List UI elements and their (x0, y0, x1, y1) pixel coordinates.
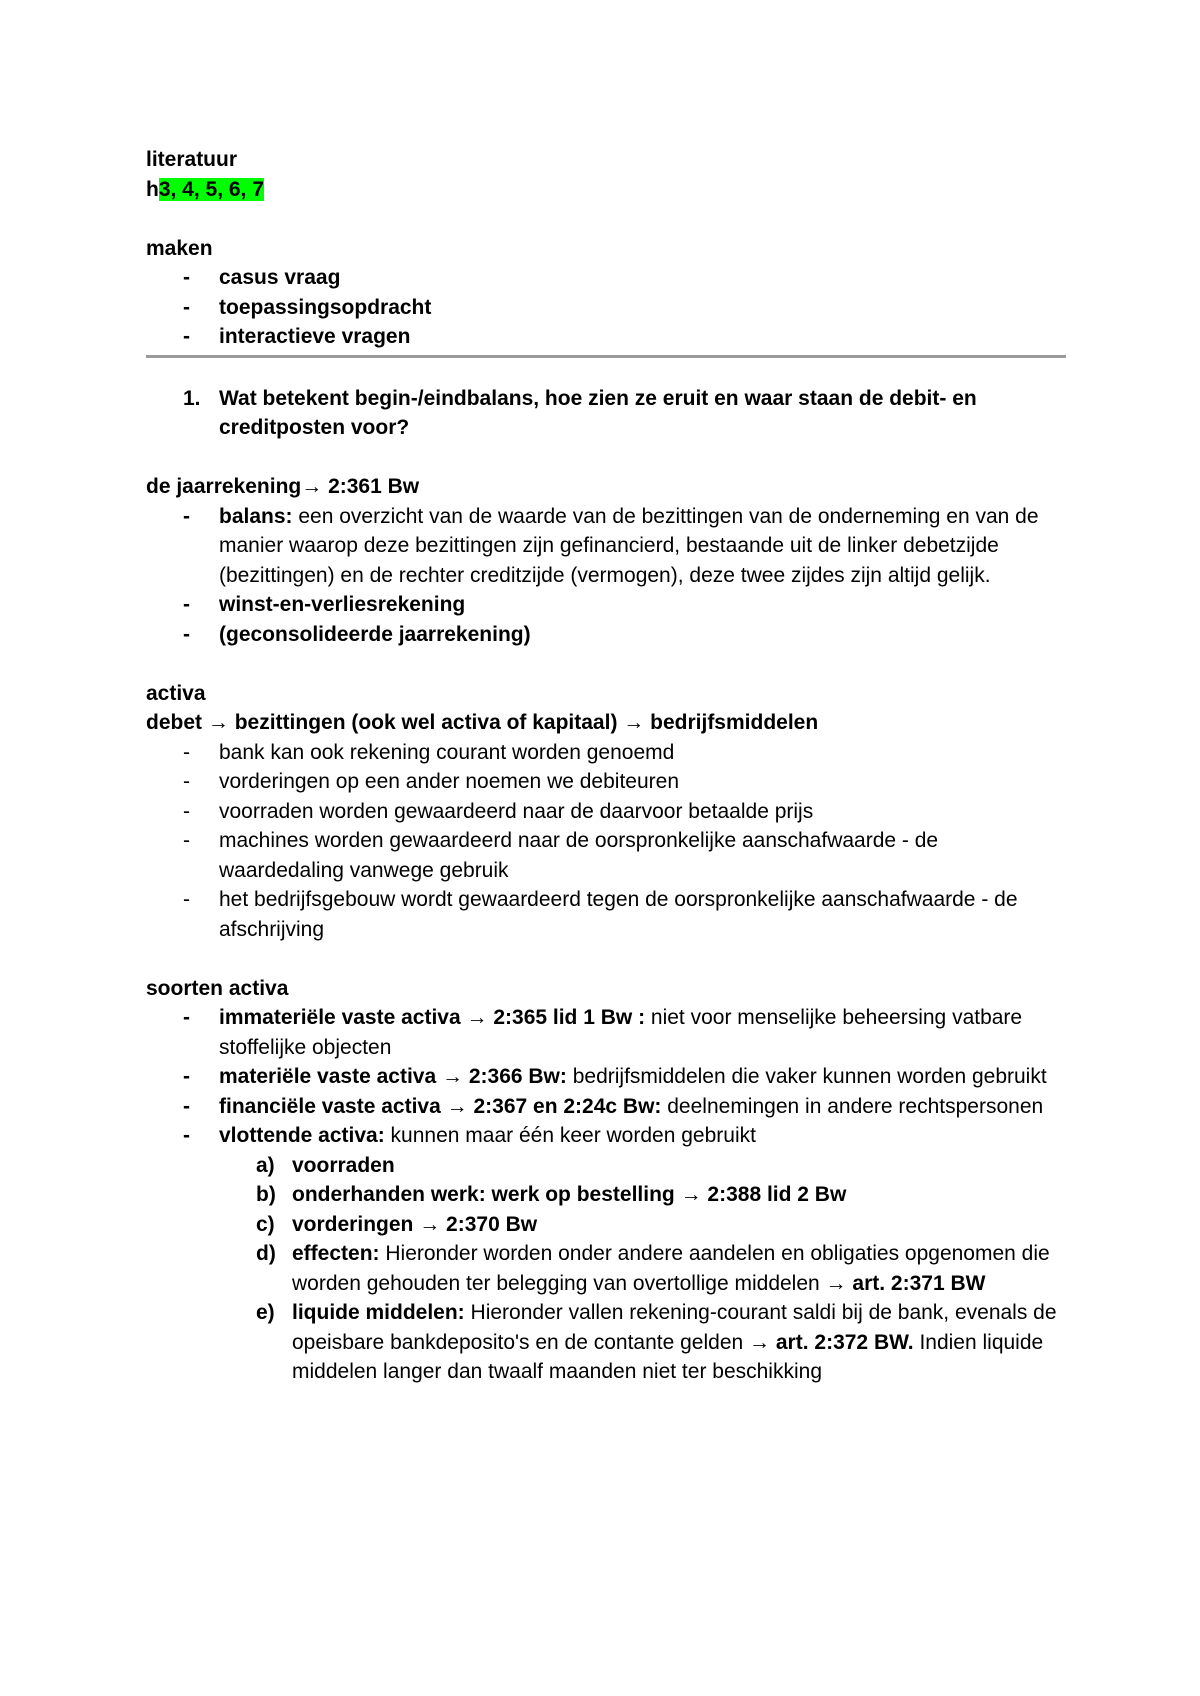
list-item: d) effecten: Hieronder worden onder andere aandelen en obligaties opgenomen die worden gehouden ter belegging van overtollige middelen → art. 2:371 BW (256, 1242, 1050, 1295)
vlottende-sublist (146, 1151, 1066, 1387)
arrow-icon: → (819, 1271, 847, 1295)
list-item: - vlottende activa: kunnen maar één keer worden gebruikt (183, 1124, 756, 1147)
jaarrekening-list (146, 502, 1066, 650)
arrow-icon: → (301, 475, 323, 498)
list-item: a) voorraden (256, 1153, 395, 1177)
arrow-icon: → (446, 1094, 468, 1118)
list-item: - (geconsolideerde jaarrekening) (183, 622, 531, 646)
list-item: - vorderingen op een ander noemen we debiteuren (183, 770, 680, 793)
question-item: 1. Wat betekent begin-/eindbalans, hoe zien ze eruit en waar staan de debit- en creditposten voor? (183, 386, 977, 439)
chapters-prefix: h (146, 177, 159, 201)
list-item: - bank kan ook rekening courant worden genoemd (183, 740, 675, 764)
arrow-icon: → (442, 1065, 463, 1088)
debet-line: debet → bezittingen (ook wel activa of kapitaal) → bedrijfsmiddelen (146, 711, 819, 734)
list-item: - winst-en-verliesrekening (183, 593, 466, 616)
list-item: - immateriële vaste activa → 2:365 lid 1 Bw : niet voor menselijke beheersing vatbare stoffelijke objecten (183, 1006, 1023, 1059)
arrow-icon: → (413, 1212, 441, 1236)
list-item: - interactieve vragen (183, 325, 411, 348)
list-item: b) onderhanden werk: werk op bestelling → 2:388 lid 2 Bw (256, 1183, 847, 1206)
horizontal-divider (146, 355, 1066, 358)
arrow-icon: → (207, 711, 229, 734)
question-list (146, 384, 1066, 443)
list-item: - machines worden gewaardeerd naar de oorspronkelijke aanschafwaarde - de waardedaling vanwege gebruik (183, 829, 939, 882)
list-item: - toepassingsopdracht (183, 295, 432, 319)
question-text: Wat betekent begin-/eindbalans, hoe zien ze eruit en waar staan de debit- en creditposten voor? (219, 386, 977, 439)
activa-list (146, 738, 1066, 945)
soorten-list (146, 1003, 1066, 1151)
list-item: c) vorderingen → 2:370 Bw (256, 1212, 538, 1236)
list-item: - casus vraag (183, 266, 341, 289)
soorten-heading: soorten activa (146, 976, 289, 1000)
list-item: e) liquide middelen: Hieronder vallen rekening-courant saldi bij de bank, evenals de opeisbare bankdeposito's en de contante gelden → art. 2:372 BW. Indien liquide middelen langer dan twaalf maanden niet ter beschikking (256, 1301, 1057, 1383)
literature-heading: literatuur (146, 148, 238, 171)
arrow-icon: → (680, 1183, 702, 1206)
make-list (146, 263, 1066, 352)
list-item: - balans: een overzicht van de waarde van de bezittingen van de onderneming en van de manier waarop deze bezittingen zijn gefinancierd, bestaande uit de linker debetzijde (bezittingen) en de rechter creditzijde (vermogen), deze twee zijdes zijn altijd gelijk. (183, 504, 1039, 587)
literature-chapters (146, 175, 1066, 205)
arrow-icon: → (466, 1006, 488, 1029)
list-item: - materiële vaste activa → 2:366 Bw: bedrijfsmiddelen die vaker kunnen worden gebruikt (183, 1065, 1047, 1088)
arrow-icon: → (623, 711, 645, 734)
document-content (146, 145, 1066, 1387)
list-item: - voorraden worden gewaardeerd naar de daarvoor betaalde prijs (183, 799, 814, 823)
make-heading: maken (146, 236, 213, 260)
list-item: - het bedrijfsgebouw wordt gewaardeerd tegen de oorspronkelijke aanschafwaarde - de afschrijving (183, 888, 1018, 941)
activa-heading: activa (146, 681, 206, 705)
list-item: - financiële vaste activa → 2:367 en 2:24c Bw: deelnemingen in andere rechtspersonen (183, 1094, 1044, 1118)
jaarrekening-heading: de jaarrekening→ 2:361 Bw (146, 475, 420, 498)
chapters-highlight: 3, 4, 5, 6, 7 (158, 177, 264, 201)
arrow-icon: → (743, 1330, 771, 1354)
